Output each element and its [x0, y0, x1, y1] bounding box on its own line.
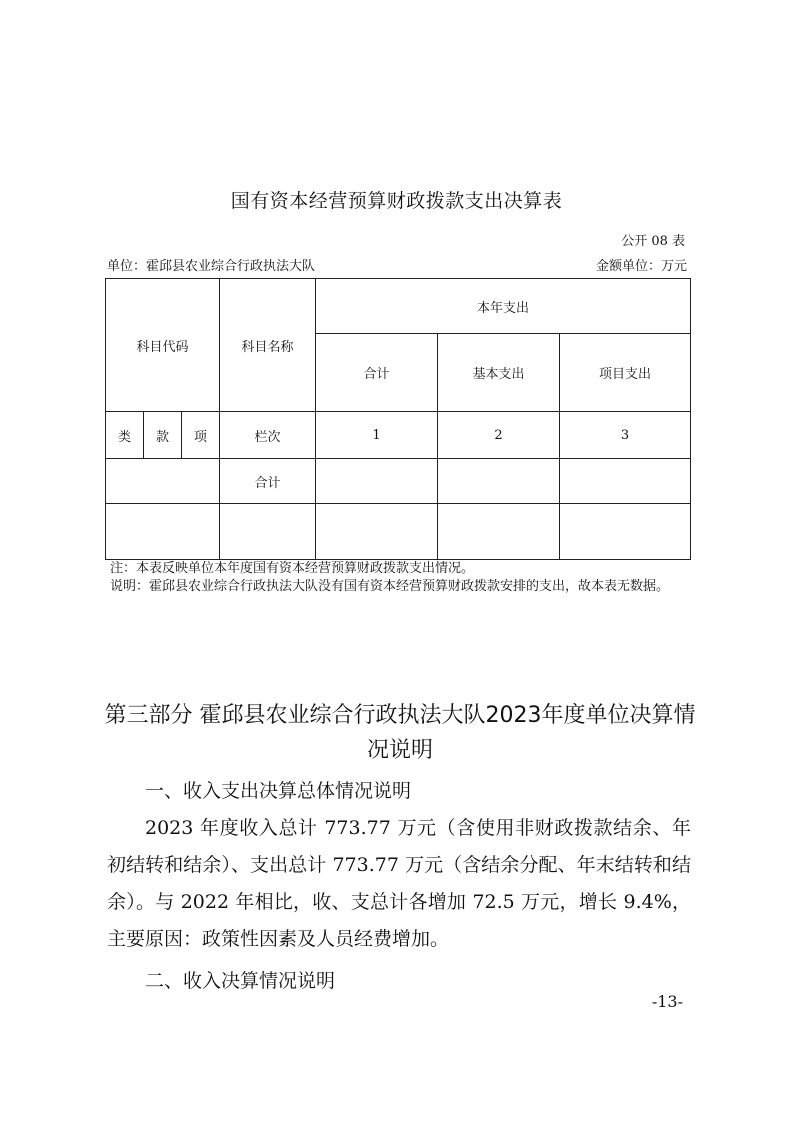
section-title: 第三部分 霍邱县农业综合行政执法大队2023年度单位决算情况说明: [104, 703, 696, 763]
project-cell: [560, 459, 691, 504]
page-title: 国有资本经营预算财政拨款支出决算表: [230, 190, 563, 212]
column-number-2: 2: [438, 412, 560, 459]
note-text: 注：本表反映单位本年度国有资本经营预算财政拨款支出情况。: [110, 561, 475, 576]
amount-unit-label: 金额单位：万元: [595, 259, 687, 274]
code-part-item: 项: [182, 412, 220, 459]
heading-two: 二、收入决算情况说明: [145, 970, 336, 992]
total-label: 合计: [220, 459, 316, 504]
code-part-class: 类: [106, 412, 144, 459]
explanation-text: 说明：霍邱县农业综合行政执法大队没有国有资本经营预算财政拨款安排的支出，故本表无数据。: [110, 579, 670, 594]
budget-table: [105, 278, 691, 560]
heading-one: 一、收入支出决算总体情况说明: [145, 780, 412, 802]
page-number: -13-: [651, 992, 683, 1011]
unit-line: [107, 255, 687, 274]
sub-header-basic: 基本支出: [438, 334, 560, 412]
body-paragraph: [107, 810, 691, 958]
table-notes: [110, 560, 700, 596]
empty-cell: [438, 504, 560, 560]
empty-cell: [316, 504, 438, 560]
column-label: 栏次: [220, 412, 316, 459]
column-number-1: 1: [316, 412, 438, 459]
column-number-3: 3: [560, 412, 691, 459]
form-number: 公开 08 表: [621, 234, 685, 249]
paragraph-text: 2023 年度收入总计 773.77 万元（含使用非财政拨款结余、年初结转和结余）、支出总计 773.77 万元（含结余分配、年末结转和结余）。与 2022 年相比，收、支总计各增加 72.5 万元，增长 9.4%，主要原因：政策性因素及人员经费增加。: [107, 817, 691, 950]
code-part-section: 款: [144, 412, 182, 459]
total-code-cell: [106, 459, 220, 504]
unit-label: 单位：霍邱县农业综合行政执法大队: [107, 259, 316, 274]
basic-cell: [438, 459, 560, 504]
sub-header-total: 合计: [316, 334, 438, 412]
name-header: 科目名称: [220, 279, 316, 412]
spend-header: 本年支出: [316, 279, 691, 334]
code-header: 科目代码: [106, 279, 220, 412]
empty-code-cell: [106, 504, 220, 560]
sub-header-project: 项目支出: [560, 334, 691, 412]
empty-name-cell: [220, 504, 316, 560]
total-cell: [316, 459, 438, 504]
empty-cell: [560, 504, 691, 560]
